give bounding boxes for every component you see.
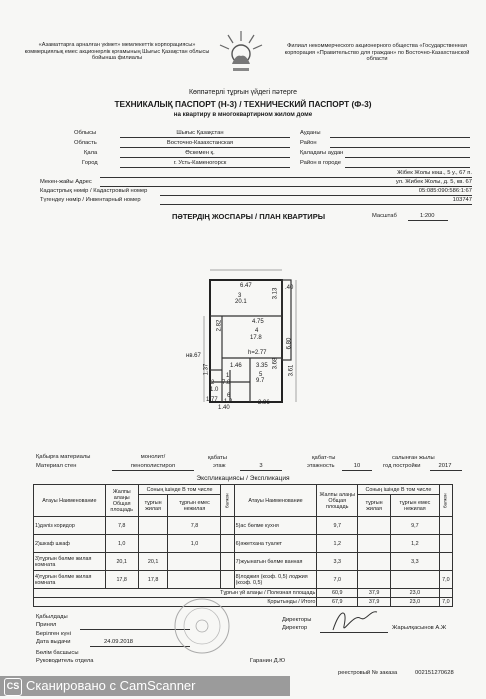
bolim-label: Бөлім басшысы (36, 650, 79, 656)
camscanner-watermark (0, 676, 290, 696)
col-live-left: тұрғын жилая (138, 495, 168, 517)
gorod-label: Город (82, 160, 98, 166)
raion-label: Район (300, 140, 317, 146)
room-4-num: 4 (255, 328, 259, 334)
room-3-num: 3 (238, 293, 242, 299)
floor-kz-label: қабаты (208, 455, 227, 461)
year-value: 2017 (438, 463, 452, 469)
floors-value: 10 (353, 463, 361, 469)
kala-value: Өскемен қ. (185, 150, 215, 156)
oblast-label: Область (74, 140, 97, 146)
col-name-left: Атауы Наименование (34, 485, 106, 517)
raion-gorod-label: Район в городе (300, 160, 341, 166)
room-5-area: 9.7 (256, 378, 265, 384)
address-label: Мекен-жайы Адрес (40, 179, 92, 185)
head-name: Гаранин Д.Ю (250, 658, 286, 664)
page-title: ТЕХНИКАЛЫҚ ПАСПОРТ (Н-3) / ТЕХНИЧЕСКИЙ ПАСПОРТ (Ф-3) (114, 99, 372, 109)
watermark-text: Сканировано с CamScanner (26, 678, 196, 693)
order-label: реестровый № заказа (338, 670, 398, 676)
dim-left-small: 1.46 (230, 363, 242, 369)
kabyldady-label: Қабылдады (36, 614, 68, 620)
col-aux-right: тұрғын емес нежилая (391, 495, 440, 517)
col-total-left: Жалпы алаңы Общая площадь (105, 485, 138, 517)
room-4-area: 17.8 (250, 335, 262, 341)
floors-ru-label: этажность (307, 463, 335, 469)
floors-kz-label: қабат-ты (312, 455, 336, 461)
wall-material-kz-label: Қабырға материалы (36, 454, 91, 460)
title-ru-sub: на квартиру в многоквартирном жилом доме (173, 111, 313, 118)
address-kz-value: Жібек Жолы көш., 5 у., 67 п. (397, 170, 472, 176)
dim-v1: 2.82 (216, 319, 223, 332)
col-balc-right: балкон (439, 485, 452, 517)
director-name: Жарылқасынов А.Ж (392, 625, 447, 631)
scale-label: Масштаб (372, 213, 397, 219)
oblast-value: Восточно-Казахстанская (166, 140, 234, 146)
official-seal-icon (172, 596, 232, 656)
col-incl-right: Соның ішінде В том числе (358, 485, 440, 495)
dim-v3: 3.61 (288, 364, 295, 377)
room-6-area: 1.2 (224, 399, 233, 405)
gorod-value: г. Усть-Каменогорск (173, 160, 227, 166)
director-ru-label: Директор (282, 625, 308, 631)
room-2-num: 2 (211, 380, 215, 386)
table-row: 1)дәліз коридор 7,8 7,8 5)ас бөлме кухня 9,7 9,7 (34, 517, 453, 535)
dim-right-mid: 6.80 (286, 337, 293, 350)
col-aux-left: тұрғын емес нежилая (168, 495, 221, 517)
oblys-value: Шығыс Қазақстан (176, 130, 224, 136)
kala-label: Қала (84, 150, 98, 156)
address-ru-value: ул. Жибек Жолы, д. 5, кв. 67 (395, 179, 472, 185)
total-row-useful: Тұрғын үй алаңы / Полезная площадь 60,9 37,9 23,0 (34, 589, 453, 598)
dim-mid-w: 4.75 (252, 319, 264, 325)
dim-right-top: 3.13 (272, 287, 279, 300)
dim-right-small: .40 (285, 285, 294, 291)
order-value: 002151270628 (415, 670, 454, 676)
dim-v2: 3.68 (272, 357, 279, 370)
scale-value: 1:200 (420, 213, 435, 219)
wall-material-ru-label: Материал стен (36, 463, 77, 469)
data-vydachi-label: Дата выдачи (36, 639, 71, 645)
dim-top: 6.47 (240, 283, 252, 289)
dim-height: h=2.77 (248, 350, 267, 356)
col-name-right: Атауы Наименование (234, 485, 317, 517)
inventory-label: Түгендеу нөмір / Инвентарный номер (40, 197, 141, 203)
kadastr-label: Кадастрлық нөмір / Кадастровый номер (40, 188, 148, 194)
explication-title: Экспликациясы / Экспликация (196, 475, 290, 482)
floor-value: 3 (259, 463, 263, 469)
table-row: 3)тұрғын бөлме жилая комната 20,1 20,1 7)жуынатын бөлме ванная 3,3 3,3 (34, 553, 453, 571)
berilgen-label: Берілген күні (36, 631, 71, 637)
kadastr-value: 05:085:090:586:1:67 (418, 188, 472, 194)
room-1-num: 1 (226, 373, 230, 379)
room-1-area: 7.8 (222, 380, 231, 386)
audany-label: Ауданы (300, 130, 321, 136)
table-row: 4)тұрғын бөлме жилая комната 17,8 17,8 8)лоджия (коэф. 0,5) лоджия (коэф. 0,5) 7,0 7,0 (34, 571, 453, 589)
room-3-area: 20.1 (235, 299, 247, 305)
dim-b-left: 1.77 (206, 397, 218, 403)
wall-material-kz-value: монолит/ (140, 454, 166, 460)
dim-b2: 2.96 (258, 400, 270, 406)
rukov-label: Руководитель отдела (36, 658, 94, 664)
director-signature-icon (330, 604, 380, 636)
inventory-value: 103747 (452, 197, 472, 203)
plan-title: ПӘТЕРДІҢ ЖОСПАРЫ / ПЛАН КВАРТИРЫ (172, 212, 326, 221)
dim-left: нв.67 (186, 353, 201, 359)
dim-b-mid: 1.40 (218, 405, 230, 411)
oblys-label: Облысы (74, 130, 97, 136)
room-2-area: 1.0 (210, 387, 219, 393)
issue-date: 24.09.2018 (104, 639, 134, 645)
room-6-num: 6 (227, 393, 231, 399)
col-live-right: тұрғын жилая (358, 495, 391, 517)
col-incl-left: Соның ішінде В том числе (138, 485, 221, 495)
gov-corporation-logo-icon (215, 28, 267, 80)
camscanner-logo-icon: CS (4, 678, 22, 696)
col-total-right: Жалпы алаңы Общая площадь (317, 485, 358, 517)
room-5-num: 5 (259, 372, 263, 378)
prinyal-label: Принял (36, 622, 57, 628)
dim-bottom-w: 3.35 (256, 363, 268, 369)
explication-table (33, 484, 453, 607)
table-row: 2)шкаф шкаф 1,0 1,0 6)әжетхана туалет 1,2 1,2 (34, 535, 453, 553)
dim-v4: 1.37 (203, 363, 210, 376)
col-balc-left: балкон (221, 485, 234, 517)
director-kz-label: Директоры (282, 617, 312, 623)
total-row-final: Қорытынды / Итого 67,9 37,9 23,0 7,0 (34, 598, 453, 607)
header-right-org: Филиал некоммерческого акционерного общества «Государственная корпорация «Правительство для граждан» по Восточно-Казахстанской области (284, 43, 470, 63)
wall-material-ru-value: пенополистирол (130, 463, 176, 469)
title-kz-sub: Көппәтерлі тұрғын үйдегі пәтерге (188, 89, 298, 96)
year-kz-label: салынған жылы (392, 455, 435, 461)
floor-ru-label: этаж (213, 463, 226, 469)
year-ru-label: год постройки (383, 463, 421, 469)
header-left-org: «Азаматтарға арналған үкімет» мемлекеттік корпорациясы» коммерциялық емес акционерлік қоғамының Шығыс Қазақстан облысы бойынша филиалы (24, 42, 210, 62)
kaladagy-label: Қаладағы аудан (300, 150, 344, 156)
